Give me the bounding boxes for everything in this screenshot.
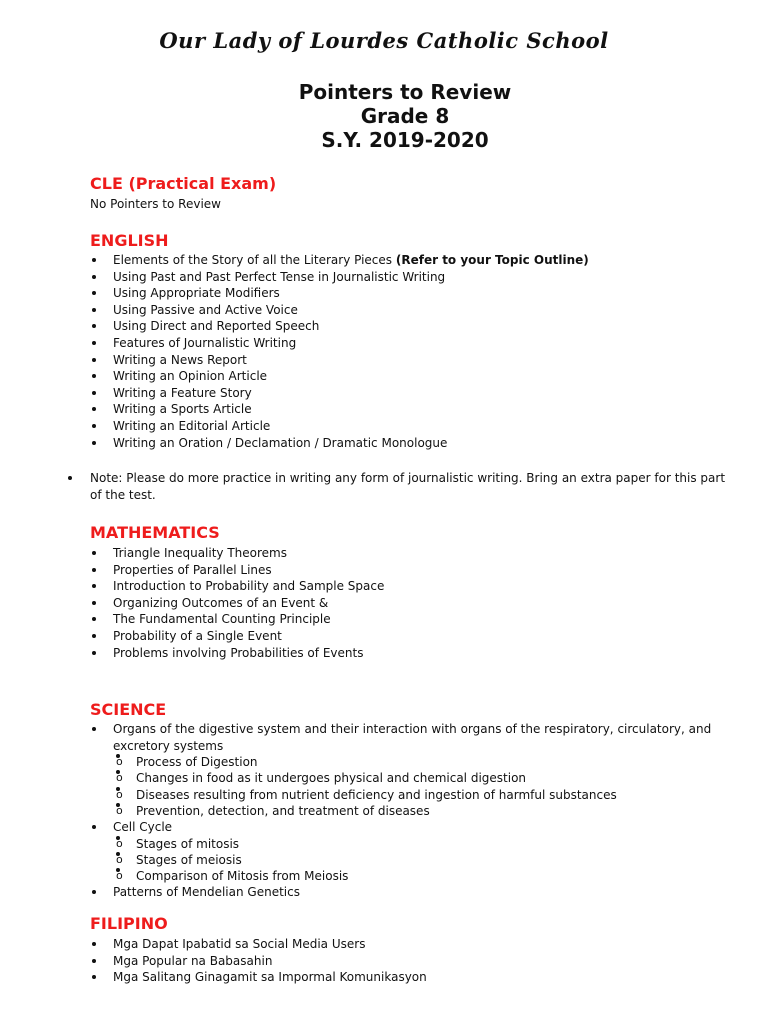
english-note: Note: Please do more practice in writing any form of journalistic writing. Bring an extra paper for this part of the test.	[90, 470, 730, 503]
english-heading: ENGLISH	[90, 231, 169, 250]
english-list	[0, 252, 768, 451]
filipino-heading: FILIPINO	[90, 914, 168, 933]
list-item: Probability of a Single Event	[0, 628, 768, 645]
sublist-item: o Prevention, detection, and treatment of diseases	[113, 803, 728, 819]
list-item: Patterns of Mendelian Genetics	[0, 884, 728, 901]
filipino-list	[0, 936, 768, 986]
list-item: Using Direct and Reported Speech	[0, 318, 768, 335]
list-item: Using Passive and Active Voice	[0, 302, 768, 319]
list-item: Mga Salitang Ginagamit sa Impormal Komunikasyon	[0, 969, 768, 986]
math-heading: MATHEMATICS	[90, 523, 220, 542]
sublist-item: o Process of Digestion	[113, 754, 728, 770]
list-item: Cell Cycle o Stages of mitosis o Stages of meiosis o Comparison of Mitosis from Meiosis	[0, 819, 728, 884]
school-name: Our Lady of Lourdes Catholic School	[159, 28, 609, 53]
list-item: Writing an Opinion Article	[0, 368, 768, 385]
list-item: Writing an Editorial Article	[0, 418, 768, 435]
list-item: Properties of Parallel Lines	[0, 562, 768, 579]
sublist-item: o Changes in food as it undergoes physical and chemical digestion	[113, 770, 728, 786]
cle-text: No Pointers to Review	[90, 197, 221, 211]
science-list	[0, 721, 728, 901]
school-year: S.Y. 2019-2020	[321, 128, 489, 152]
list-item: Mga Popular na Babasahin	[0, 953, 768, 970]
list-item: Writing a Sports Article	[0, 401, 768, 418]
bullet-icon	[68, 476, 72, 480]
sublist-item: o Comparison of Mitosis from Meiosis	[113, 868, 728, 884]
document-title: Pointers to Review	[298, 80, 512, 104]
list-item: Organs of the digestive system and their interaction with organs of the respiratory, circulatory, and excretory systems o Process of Digestion o Changes in food as it undergoes physical and chemical digestion o Diseases resulting from nutrient deficiency and ingestion of harmful substances o Prevention, detection, and treatment of diseases	[0, 721, 728, 819]
cle-heading: CLE (Practical Exam)	[90, 174, 277, 193]
list-item: Features of Journalistic Writing	[0, 335, 768, 352]
list-item: Using Appropriate Modifiers	[0, 285, 768, 302]
topic-outline-ref: (Refer to your Topic Outline)	[395, 253, 589, 267]
list-item: Writing a News Report	[0, 352, 768, 369]
list-item: Introduction to Probability and Sample Space	[0, 578, 768, 595]
list-item: Organizing Outcomes of an Event &	[0, 595, 768, 612]
list-item: Problems involving Probabilities of Events	[0, 645, 768, 662]
sublist	[113, 836, 728, 885]
list-item: Writing a Feature Story	[0, 385, 768, 402]
list-item: The Fundamental Counting Principle	[0, 611, 768, 628]
list-item: Using Past and Past Perfect Tense in Journalistic Writing	[0, 269, 768, 286]
math-list	[0, 545, 768, 661]
sublist-item: o Stages of mitosis	[113, 836, 728, 852]
sublist	[113, 754, 728, 819]
list-item: Triangle Inequality Theorems	[0, 545, 768, 562]
list-item: Mga Dapat Ipabatid sa Social Media Users	[0, 936, 768, 953]
grade-level: Grade 8	[360, 104, 450, 128]
sublist-item: o Stages of meiosis	[113, 852, 728, 868]
sublist-item: o Diseases resulting from nutrient deficiency and ingestion of harmful substances	[113, 787, 728, 803]
list-item: Elements of the Story of all the Literary Pieces (Refer to your Topic Outline)	[0, 252, 768, 269]
list-item: Writing an Oration / Declamation / Dramatic Monologue	[0, 435, 768, 452]
science-heading: SCIENCE	[90, 700, 167, 719]
